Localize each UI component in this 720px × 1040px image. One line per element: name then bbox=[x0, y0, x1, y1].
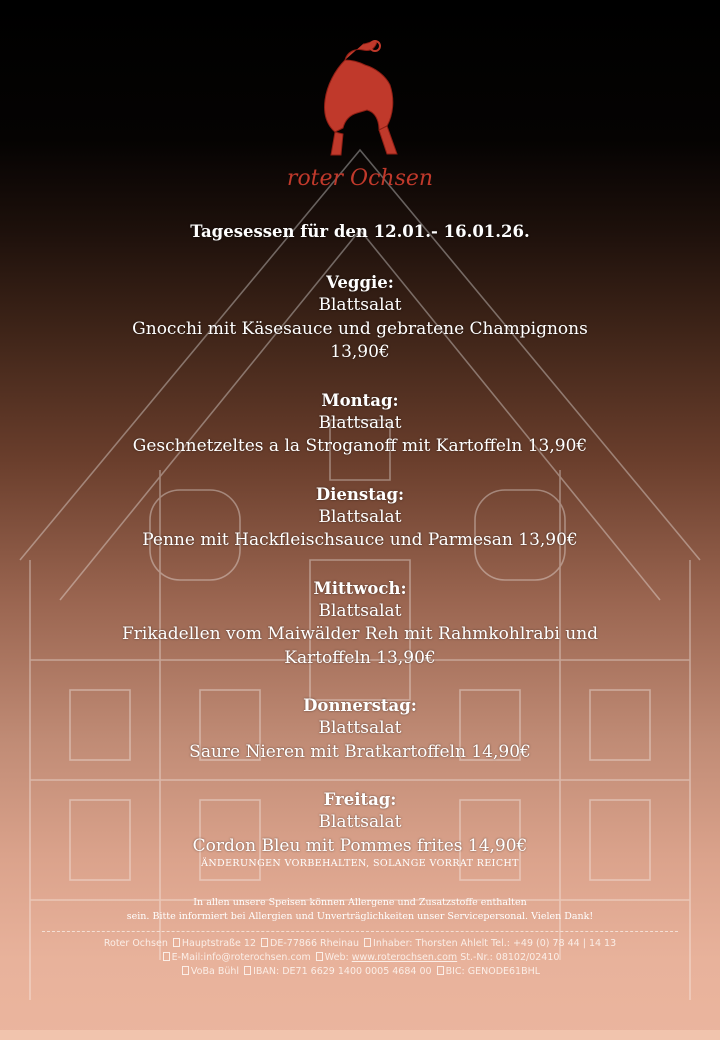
separator-icon bbox=[163, 952, 170, 961]
separator-icon bbox=[437, 966, 444, 975]
footer-iban: IBAN: DE71 6629 1400 0005 4684 00 bbox=[253, 966, 432, 977]
footer-bic: BIC: GENODE61BHL bbox=[445, 966, 541, 977]
day-name: Freitag: bbox=[323, 790, 397, 809]
footer-web-link[interactable]: www.roterochsen.com bbox=[351, 952, 458, 963]
footer-divider bbox=[42, 931, 678, 932]
menu-day bbox=[0, 577, 720, 671]
dish-main: Gnocchi mit Käsesauce und gebratene Champignons 13,90€ bbox=[132, 318, 588, 362]
logo-wordmark: roter Ochsen bbox=[286, 166, 434, 191]
footer-line-3 bbox=[0, 965, 720, 979]
footer-name: Roter Ochsen bbox=[103, 938, 168, 949]
dish-salad: Blattsalat bbox=[318, 412, 402, 433]
menu-day bbox=[0, 483, 720, 553]
dish-salad: Blattsalat bbox=[318, 718, 402, 738]
day-name: Montag: bbox=[321, 390, 399, 410]
menu-day bbox=[0, 271, 720, 365]
footer-line-1 bbox=[0, 937, 720, 951]
separator-icon bbox=[244, 966, 251, 975]
separator-icon bbox=[364, 938, 371, 947]
separator-icon bbox=[316, 952, 323, 961]
allergen-line-1: In allen unsere Speisen können Allergene und Zusatzstoffe enthalten bbox=[193, 897, 527, 908]
allergen-notice bbox=[0, 896, 720, 923]
dish-salad: Blattsalat bbox=[318, 812, 402, 832]
menu-day bbox=[0, 389, 720, 459]
footer-city: DE-77866 Rheinau bbox=[270, 938, 359, 949]
day-name: Donnerstag: bbox=[303, 696, 417, 715]
footer-tel: Tel.: +49 (0) 78 44 | 14 13 bbox=[491, 938, 617, 949]
allergen-line-2: sein. Bitte informiert bei Allergien und Unverträglichkeiten unser Servicepersonal. Vielen Dank! bbox=[126, 910, 594, 922]
menu-day bbox=[0, 788, 720, 858]
bottom-strip bbox=[0, 1030, 720, 1040]
dish-main: Geschnetzeltes a la Stroganoff mit Kartoffeln 13,90€ bbox=[132, 436, 588, 456]
footer-address: Hauptstraße 12 bbox=[181, 938, 256, 949]
separator-icon bbox=[182, 966, 189, 975]
dish-salad: Blattsalat bbox=[318, 600, 402, 621]
menu-day bbox=[0, 694, 720, 764]
footer-bank: VoBa Bühl bbox=[190, 966, 240, 977]
footer-line-2 bbox=[0, 951, 720, 965]
footer-email[interactable]: E-Mail:info@roterochsen.com bbox=[171, 952, 311, 963]
footer-web-label: Web: bbox=[324, 952, 349, 963]
dish-salad: Blattsalat bbox=[318, 506, 402, 527]
dish-main: Saure Nieren mit Bratkartoffeln 14,90€ bbox=[189, 741, 531, 762]
dish-salad: Blattsalat bbox=[318, 295, 402, 315]
footer-tax: St.-Nr.: 08102/02410 bbox=[460, 952, 560, 963]
dish-main: Frikadellen vom Maiwälder Reh mit Rahmkohlrabi und Kartoffeln 13,90€ bbox=[121, 624, 599, 668]
footer bbox=[0, 937, 720, 979]
dish-main: Penne mit Hackfleischsauce und Parmesan 13,90€ bbox=[142, 530, 578, 550]
separator-icon bbox=[261, 938, 268, 947]
separator-icon bbox=[173, 938, 180, 947]
day-name: Veggie: bbox=[326, 273, 394, 292]
bull-icon bbox=[275, 30, 445, 195]
day-name: Mittwoch: bbox=[313, 578, 407, 598]
daily-menu bbox=[0, 222, 720, 882]
availability-note: ÄNDERUNGEN VORBEHALTEN, SOLANGE VORRAT REICHT bbox=[201, 858, 519, 869]
dish-main: Cordon Bleu mit Pommes frites 14,90€ bbox=[192, 835, 528, 856]
day-name: Dienstag: bbox=[315, 484, 405, 504]
logo bbox=[275, 30, 445, 195]
footer-owner: Inhaber: Thorsten Ahlelt bbox=[373, 938, 489, 949]
menu-headline: Tagesessen für den 12.01.- 16.01.26. bbox=[190, 222, 530, 241]
